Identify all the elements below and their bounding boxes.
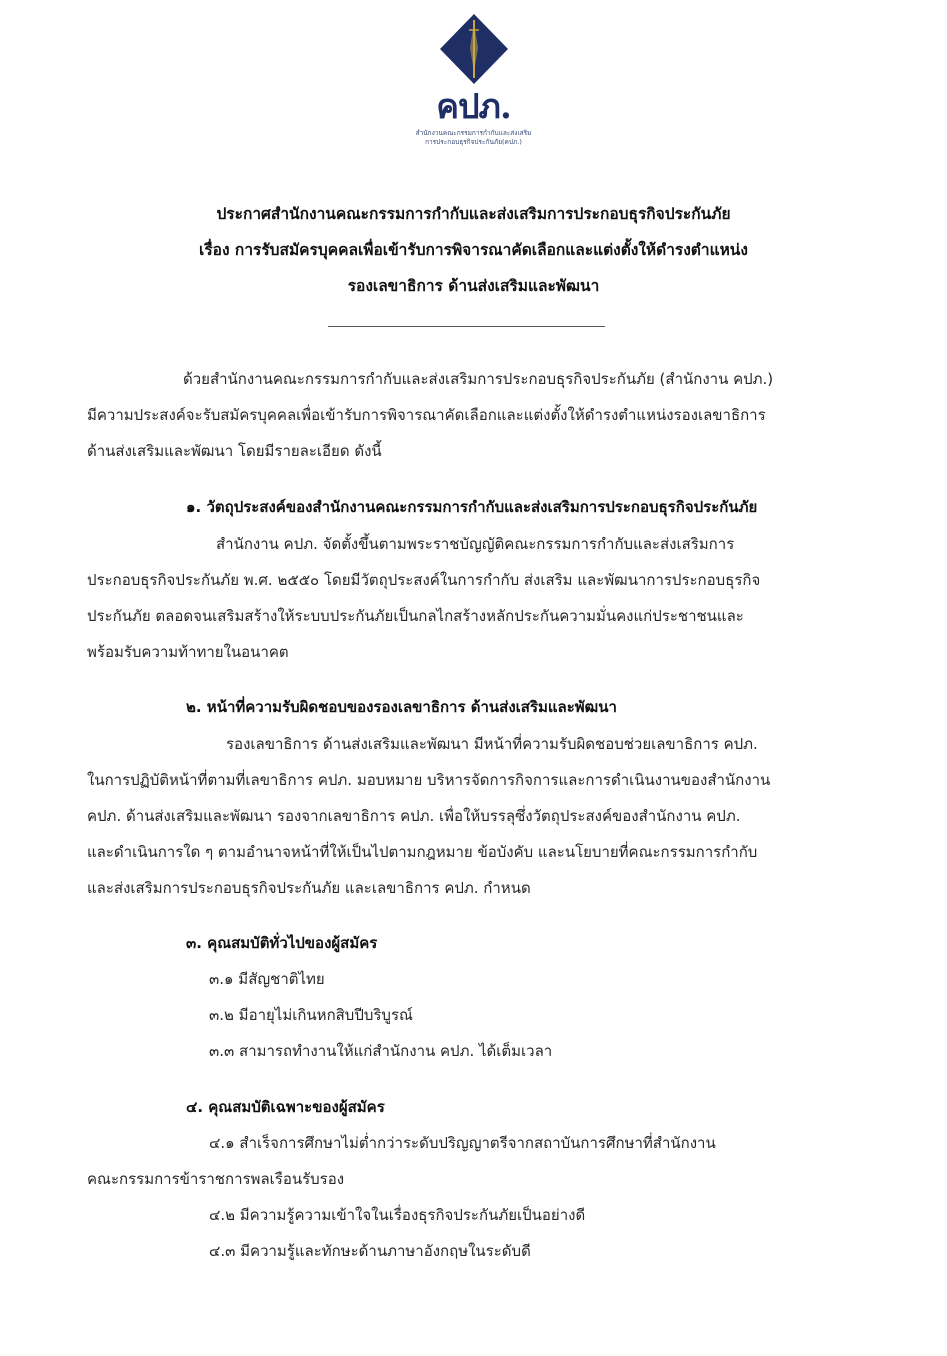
section-4-item: ๔.๓ มีความรู้และทักษะด้านภาษาอังกฤษในระดับดี [209,1242,531,1260]
section-3-item: ๓.๑ มีสัญชาติไทย [209,970,325,988]
section-4-item: ๔.๒ มีความรู้ความเข้าใจในเรื่องธุรกิจประกันภัยเป็นอย่างดี [209,1206,586,1224]
section-1-line: ประกอบธุรกิจประกันภัย พ.ศ. ๒๕๕๐ โดยมีวัตถุประสงค์ในการกำกับ ส่งเสริม และพัฒนาการประกอบธุรกิจ [87,571,761,589]
section-1-heading: ๑. วัตถุประสงค์ของสำนักงานคณะกรรมการกำกับและส่งเสริมการประกอบธุรกิจประกันภัย [186,498,758,516]
section-2-heading: ๒. หน้าที่ความรับผิดชอบของรองเลขาธิการ ด้านส่งเสริมและพัฒนา [186,698,617,716]
intro-line: มีความประสงค์จะรับสมัครบุคคลเพื่อเข้ารับการพิจารณาคัดเลือกและแต่งตั้งให้ดำรงตำแหน่งรองเลขาธิการ [87,406,766,424]
section-4-item-continuation: คณะกรรมการข้าราชการพลเรือนรับรอง [87,1170,345,1188]
section-4-heading: ๔. คุณสมบัติเฉพาะของผู้สมัคร [186,1098,385,1116]
section-2-line: และดำเนินการใด ๆ ตามอำนาจหน้าที่ให้เป็นไปตามกฎหมาย ข้อบังคับ และนโยบายที่คณะกรรมการกำกับ [87,843,758,861]
announcement-title-line: ประกาศสำนักงานคณะกรรมการกำกับและส่งเสริมการประกอบธุรกิจประกันภัย [216,205,731,223]
logo-agency-name [379,129,569,147]
section-2-line: ในการปฏิบัติหน้าที่ตามที่เลขาธิการ คปภ. มอบหมาย บริหารจัดการกิจการและการดำเนินงานของสำนักงาน [87,771,771,789]
section-1-line: ประกันภัย ตลอดจนเสริมสร้างให้ระบบประกันภัยเป็นกลไกสร้างหลักประกันความมั่นคงแก่ประชาชนและ [87,607,744,625]
section-4-item: ๔.๑ สำเร็จการศึกษาไม่ต่ำกว่าระดับปริญญาตรีจากสถาบันการศึกษาที่สำนักงาน [209,1134,716,1152]
announcement-position-line: รองเลขาธิการ ด้านส่งเสริมและพัฒนา [347,277,600,295]
section-3-item: ๓.๓ สามารถทำงานให้แก่สำนักงาน คปภ. ได้เต็มเวลา [209,1042,553,1060]
section-1-line: พร้อมรับความท้าทายในอนาคต [87,643,289,661]
oic-logo [0,12,947,147]
title-divider [328,326,605,327]
announcement-subject-line: เรื่อง การรับสมัครบุคคลเพื่อเข้ารับการพิจารณาคัดเลือกและแต่งตั้งให้ดำรงตำแหน่ง [199,241,748,259]
oic-diamond-emblem-icon [438,12,510,86]
section-2-line: และส่งเสริมการประกอบธุรกิจประกันภัย และเลขาธิการ คปภ. กำหนด [87,879,531,897]
section-3-item: ๓.๒ มีอายุไม่เกินหกสิบปีบริบูรณ์ [209,1006,413,1024]
logo-agency-line: สำนักงานคณะกรรมการกำกับและส่งเสริม [415,129,532,137]
logo-agency-line: การประกอบธุรกิจประกันภัย(คปภ.) [425,138,522,146]
section-2-line: คปภ. ด้านส่งเสริมและพัฒนา รองจากเลขาธิการ คปภ. เพื่อให้บรรลุซึ่งวัตถุประสงค์ของสำนักงาน คปภ. [87,807,741,825]
section-2-line: รองเลขาธิการ ด้านส่งเสริมและพัฒนา มีหน้าที่ความรับผิดชอบช่วยเลขาธิการ คปภ. [226,735,758,753]
intro-line: ด้านส่งเสริมและพัฒนา โดยมีรายละเอียด ดังนี้ [87,442,382,460]
logo-abbreviation: คปภ. [436,87,511,127]
section-3-heading: ๓. คุณสมบัติทั่วไปของผู้สมัคร [186,934,378,952]
section-1-line: สำนักงาน คปภ. จัดตั้งขึ้นตามพระราชบัญญัติคณะกรรมการกำกับและส่งเสริมการ [216,535,735,553]
intro-line: ด้วยสำนักงานคณะกรรมการกำกับและส่งเสริมการประกอบธุรกิจประกันภัย (สำนักงาน คปภ.) [183,370,774,388]
